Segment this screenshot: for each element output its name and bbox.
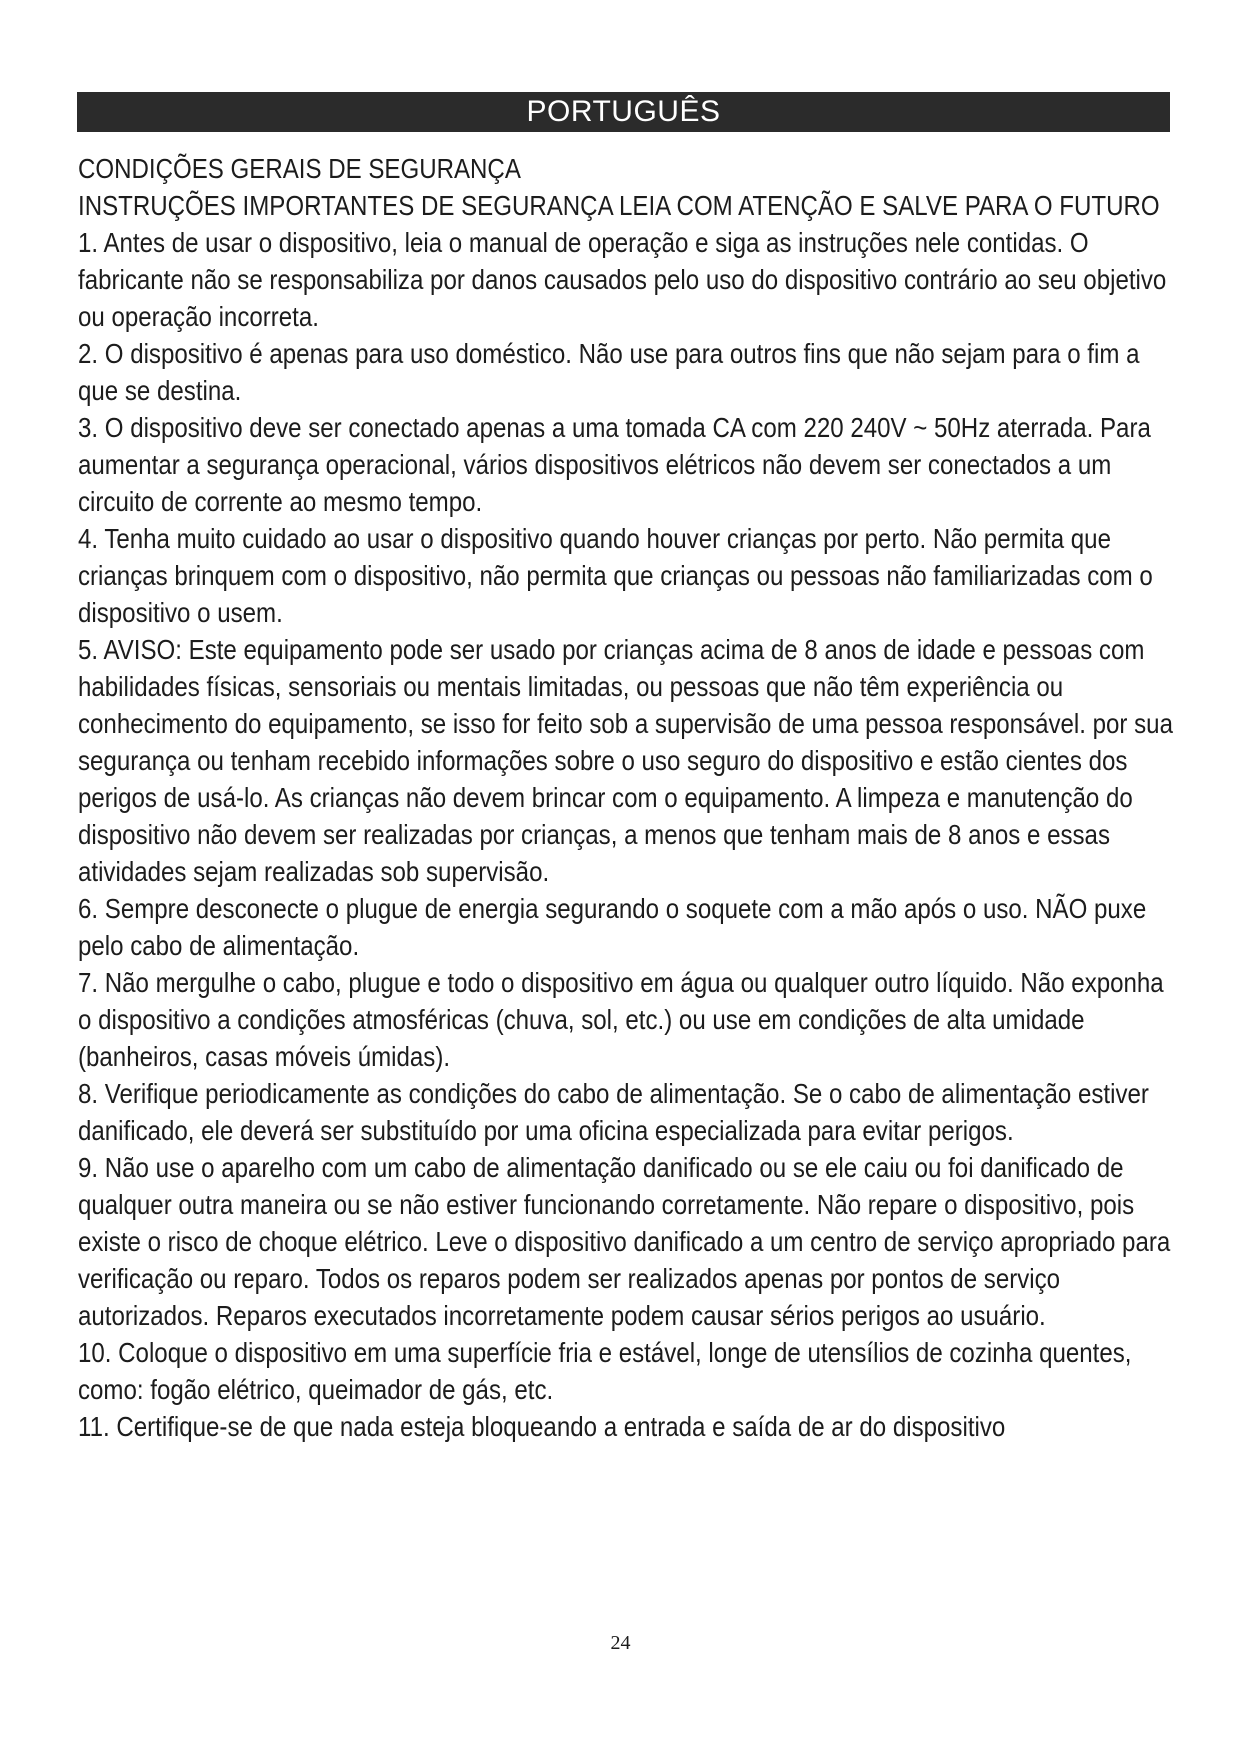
- instruction-item: 2. O dispositivo é apenas para uso doméstico. Não use para outros fins que não sejam para o fim a que se destina.: [78, 338, 1140, 406]
- section-subtitle: INSTRUÇÕES IMPORTANTES DE SEGURANÇA LEIA COM ATENÇÃO E SALVE PARA O FUTURO: [78, 190, 1160, 221]
- language-label: PORTUGUÊS: [526, 95, 721, 128]
- instruction-item: 8. Verifique periodicamente as condições do cabo de alimentação. Se o cabo de alimentação estiver danificado, ele deverá ser substituído por uma oficina especializada para evitar perigos.: [78, 1078, 1149, 1146]
- section-title: CONDIÇÕES GERAIS DE SEGURANÇA: [78, 153, 521, 184]
- instruction-item: 4. Tenha muito cuidado ao usar o dispositivo quando houver crianças por perto. Não permita que crianças brinquem com o dispositivo, não permita que crianças ou pessoas não familiarizadas com o dispositivo o usem.: [78, 523, 1153, 628]
- instruction-item: 9. Não use o aparelho com um cabo de alimentação danificado ou se ele caiu ou foi danificado de qualquer outra maneira ou se não estiver funcionando corretamente. Não repare o dispositivo, pois existe o risco de choque elétrico. Leve o dispositivo danificado a um centro de serviço apropriado para verificação ou reparo. Todos os reparos podem ser realizados apenas por pontos de serviço autorizados. Reparos executados incorretamente podem causar sérios perigos ao usuário.: [78, 1152, 1171, 1331]
- instruction-item: 11. Certifique-se de que nada esteja bloqueando a entrada e saída de ar do dispositivo: [78, 1411, 1006, 1442]
- instruction-item: 6. Sempre desconecte o plugue de energia segurando o soquete com a mão após o uso. NÃO puxe pelo cabo de alimentação.: [78, 893, 1147, 961]
- language-header-bar: [77, 92, 1170, 132]
- instruction-item: 5. AVISO: Este equipamento pode ser usado por crianças acima de 8 anos de idade e pessoas com habilidades físicas, sensoriais ou mentais limitadas, ou pessoas que não têm experiência ou conhecimento do equipamento, se isso for feito sob a supervisão de uma pessoa responsável. por sua segurança ou tenham recebido informações sobre o uso seguro do dispositivo e estão cientes dos perigos de usá-lo. As crianças não devem brincar com o equipamento. A limpeza e manutenção do dispositivo não devem ser realizadas por crianças, a menos que tenham mais de 8 anos e essas atividades sejam realizadas sob supervisão.: [78, 634, 1173, 887]
- instruction-item: 1. Antes de usar o dispositivo, leia o manual de operação e siga as instruções nele contidas. O fabricante não se responsabiliza por danos causados ​​pelo uso do dispositivo contrário ao seu objetivo ou operação incorreta.: [78, 227, 1167, 332]
- instruction-item: 3. O dispositivo deve ser conectado apenas a uma tomada CA com 220 240V ~ 50Hz aterrada. Para aumentar a segurança operacional, vários dispositivos elétricos não devem ser conectados a um circuito de corrente ao mesmo tempo.: [78, 412, 1151, 517]
- page-number: 24: [610, 1632, 631, 1654]
- instruction-item: 10. Coloque o dispositivo em uma superfície fria e estável, longe de utensílios de cozinha quentes, como: fogão elétrico, queimador de gás, etc.: [78, 1337, 1132, 1405]
- safety-instructions: [78, 150, 1173, 1445]
- instruction-item: 7. Não mergulhe o cabo, plugue e todo o dispositivo em água ou qualquer outro líquido. Não exponha o dispositivo a condições atmosféricas (chuva, sol, etc.) ou use em condições de alta umidade (banheiros, casas móveis úmidas).: [78, 967, 1164, 1072]
